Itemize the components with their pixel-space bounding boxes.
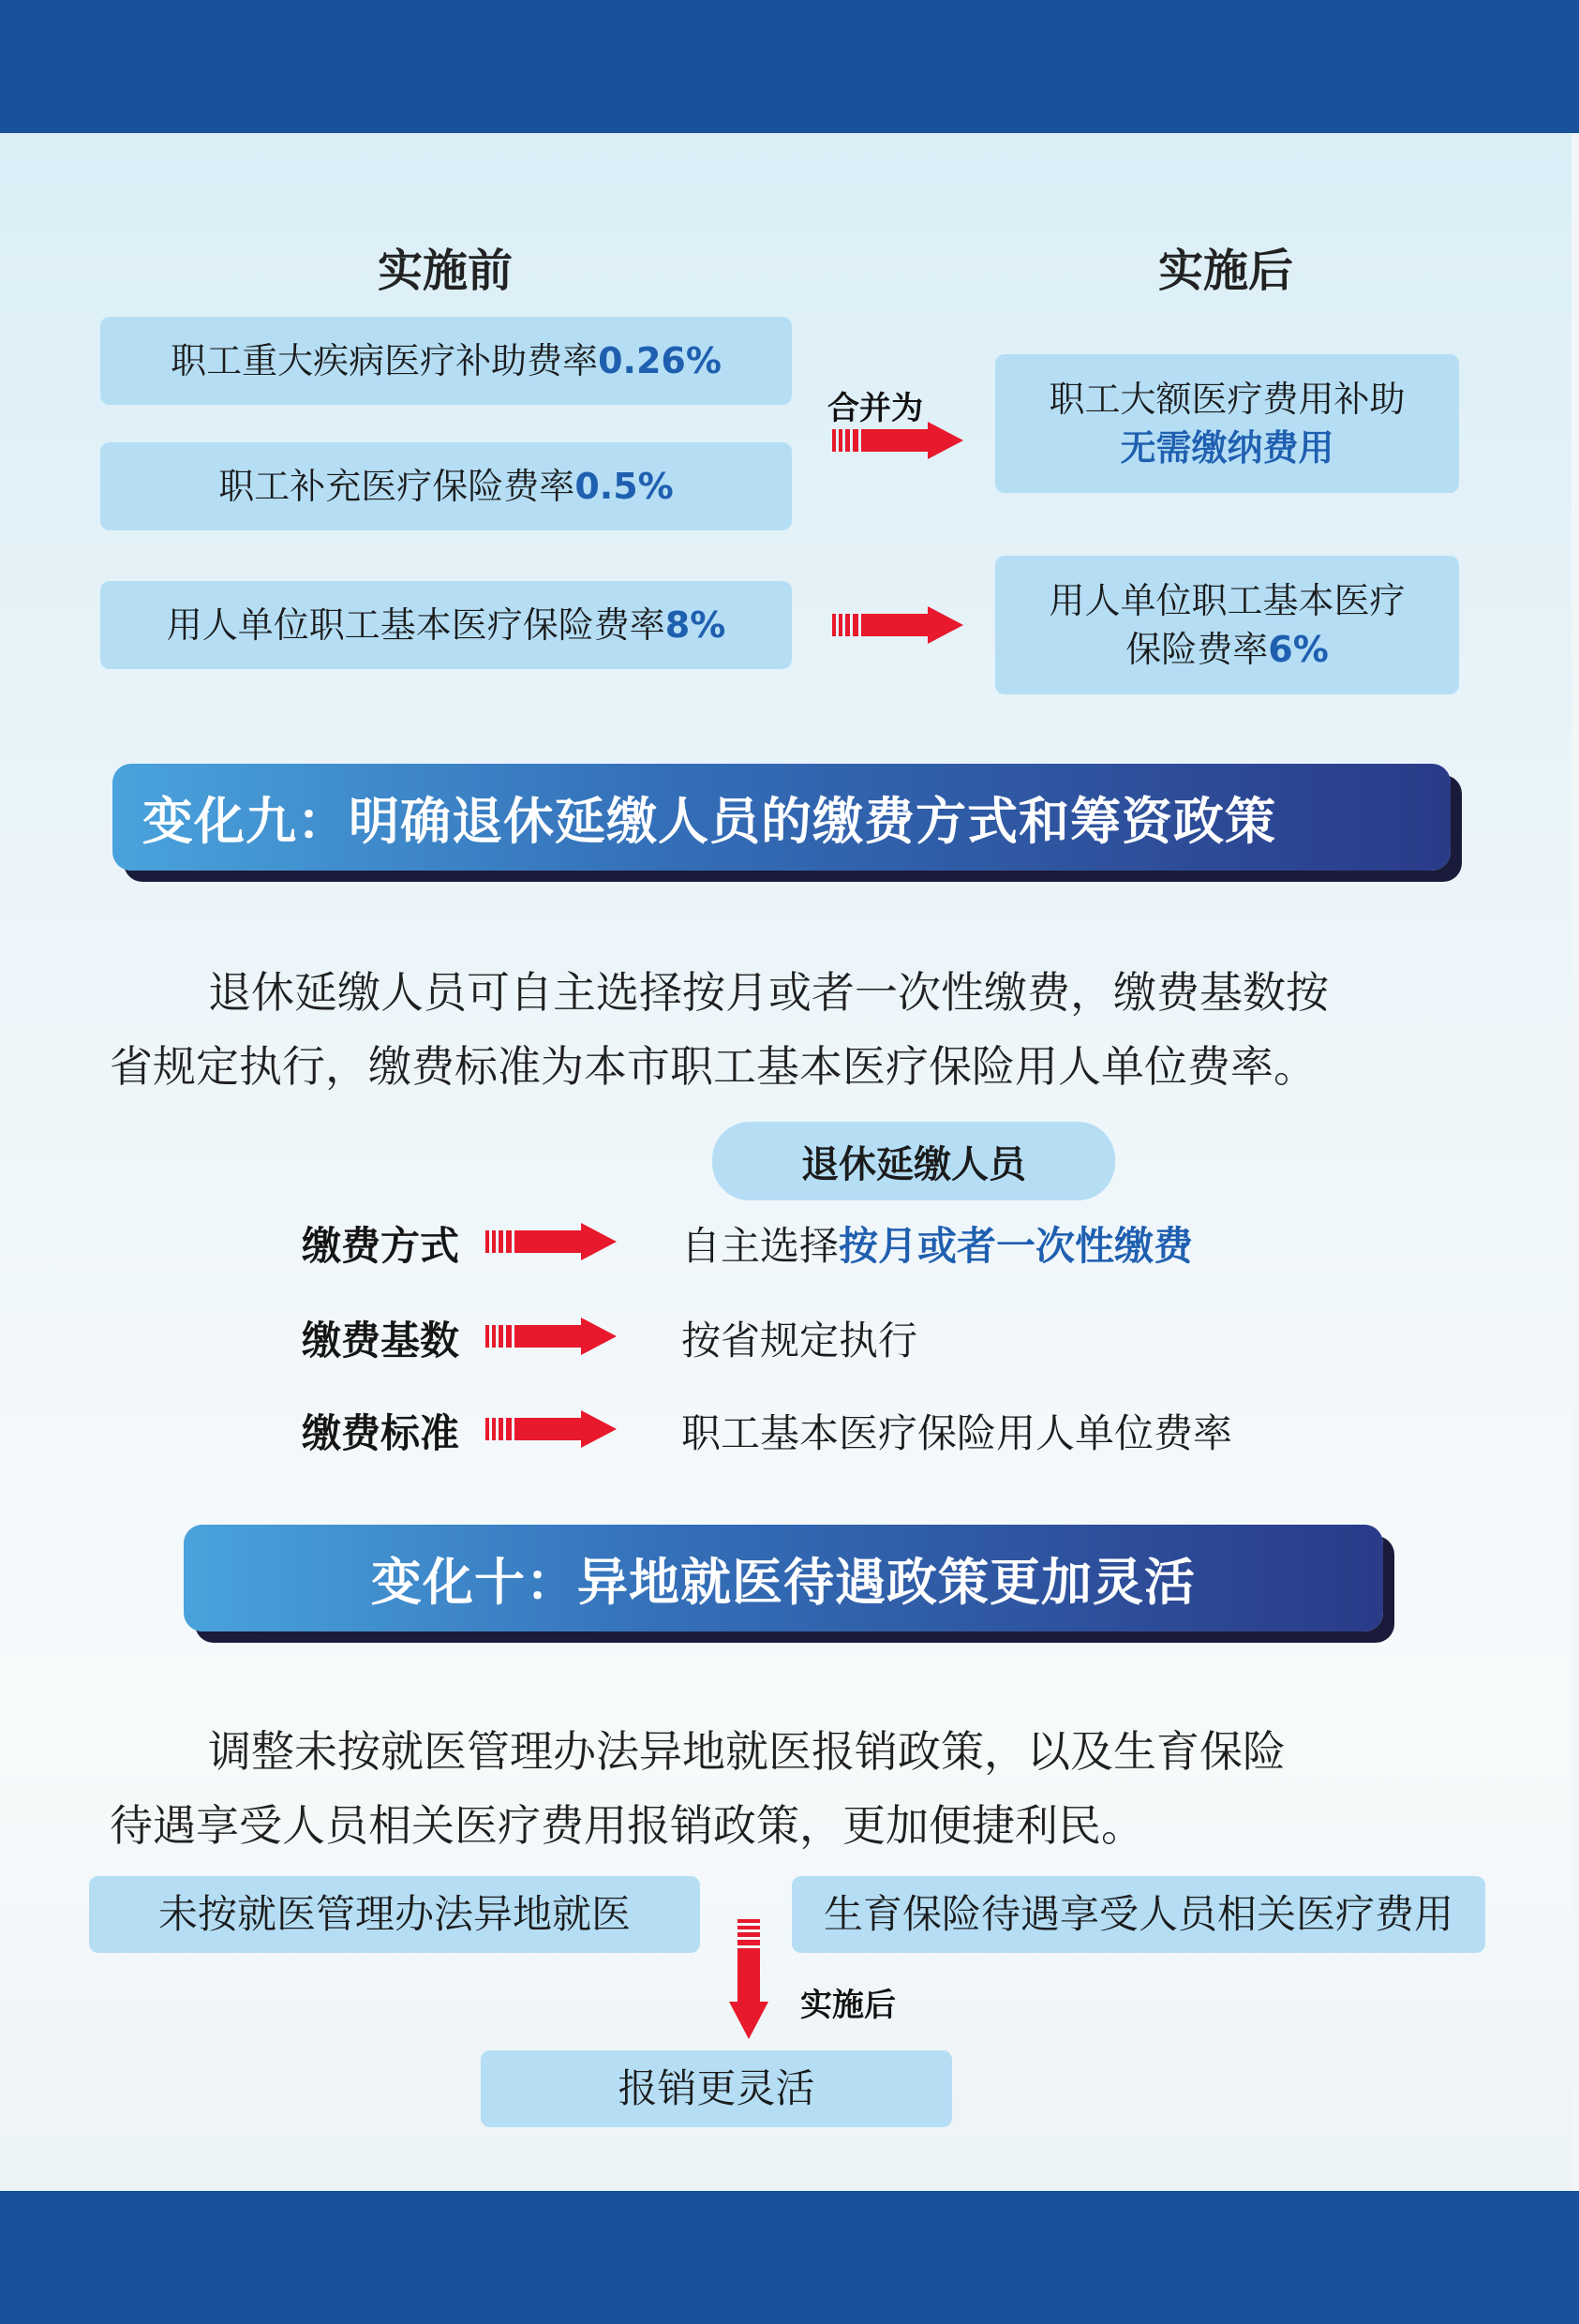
before-item-rate: 0.5% <box>574 465 674 507</box>
after-item-highlight: 6% <box>1268 629 1329 670</box>
row-label-payment-standard: 缴费标准 <box>302 1410 460 1456</box>
section10-title: 变化十：异地就医待遇政策更加灵活 <box>371 1552 1196 1612</box>
section9-paragraph <box>110 956 1478 1104</box>
before-item-label: 职工补充医疗保险费率 <box>218 465 575 507</box>
row-value-payment-base: 按省规定执行 <box>681 1318 918 1363</box>
right-arrow-icon <box>832 422 968 459</box>
section9-banner <box>112 764 1451 871</box>
before-item-rate: 8% <box>664 603 726 646</box>
section10-banner <box>184 1525 1383 1631</box>
paragraph-line: 待遇享受人员相关医疗费用报销政策，更加便捷利民。 <box>110 1800 1144 1851</box>
section9-title: 变化九：明确退休延缴人员的缴费方式和筹资政策 <box>142 791 1276 851</box>
after-implementation-label: 实施后 <box>800 1987 896 2024</box>
row-value-payment-standard: 职工基本医疗保险用人单位费率 <box>681 1410 1233 1456</box>
section10-paragraph <box>110 1715 1478 1863</box>
row-label-payment-method: 缴费方式 <box>302 1223 460 1269</box>
after-item-basic <box>995 556 1459 694</box>
after-heading: 实施后 <box>1157 245 1293 297</box>
paragraph-line: 退休延缴人员可自主选择按月或者一次性缴费，缴费基数按 <box>208 967 1329 1018</box>
after-item-line: 用人单位职工基本医疗 <box>1049 579 1406 621</box>
row-value-payment-method <box>681 1215 1193 1272</box>
after-item-line: 职工大额医疗费用补助 <box>1049 378 1406 420</box>
paragraph-line: 调整未按就医管理办法异地就医报销政策，以及生育保险 <box>208 1726 1286 1777</box>
before-item-supplementary <box>100 442 792 530</box>
before-item-major-illness <box>100 317 792 405</box>
right-edge-strip <box>1572 133 1579 2191</box>
paragraph-line: 省规定执行，缴费标准为本市职工基本医疗保险用人单位费率。 <box>110 1041 1317 1092</box>
right-arrow-icon <box>832 606 968 644</box>
before-item-label: 职工重大疾病医疗补助费率 <box>171 339 599 381</box>
row-label-payment-base: 缴费基数 <box>302 1318 460 1363</box>
top-color-band <box>0 0 1579 133</box>
before-item-label: 用人单位职工基本医疗保险费率 <box>166 603 665 646</box>
maternity-medical-box: 生育保险待遇享受人员相关医疗费用 <box>792 1876 1485 1953</box>
result-box: 报销更灵活 <box>481 2050 952 2127</box>
retiree-pill: 退休延缴人员 <box>712 1122 1115 1200</box>
row-value-text: 自主选择 <box>681 1223 840 1269</box>
row-value-highlight: 按月或者一次性缴费 <box>839 1223 1194 1269</box>
before-item-basic <box>100 581 792 669</box>
right-arrow-icon <box>485 1223 621 1260</box>
offsite-medical-box: 未按就医管理办法异地就医 <box>89 1876 700 1953</box>
merge-label: 合并为 <box>827 390 923 427</box>
after-item-large-medical <box>995 354 1459 493</box>
right-arrow-icon <box>485 1410 621 1448</box>
right-arrow-icon <box>485 1318 621 1355</box>
before-heading: 实施前 <box>377 245 513 297</box>
before-item-rate: 0.26% <box>598 339 722 381</box>
after-item-highlight: 无需缴纳费用 <box>1120 427 1334 469</box>
after-item-line: 保险费率 <box>1125 629 1269 670</box>
bottom-color-band <box>0 2191 1579 2324</box>
down-arrow-icon <box>729 1919 772 2041</box>
